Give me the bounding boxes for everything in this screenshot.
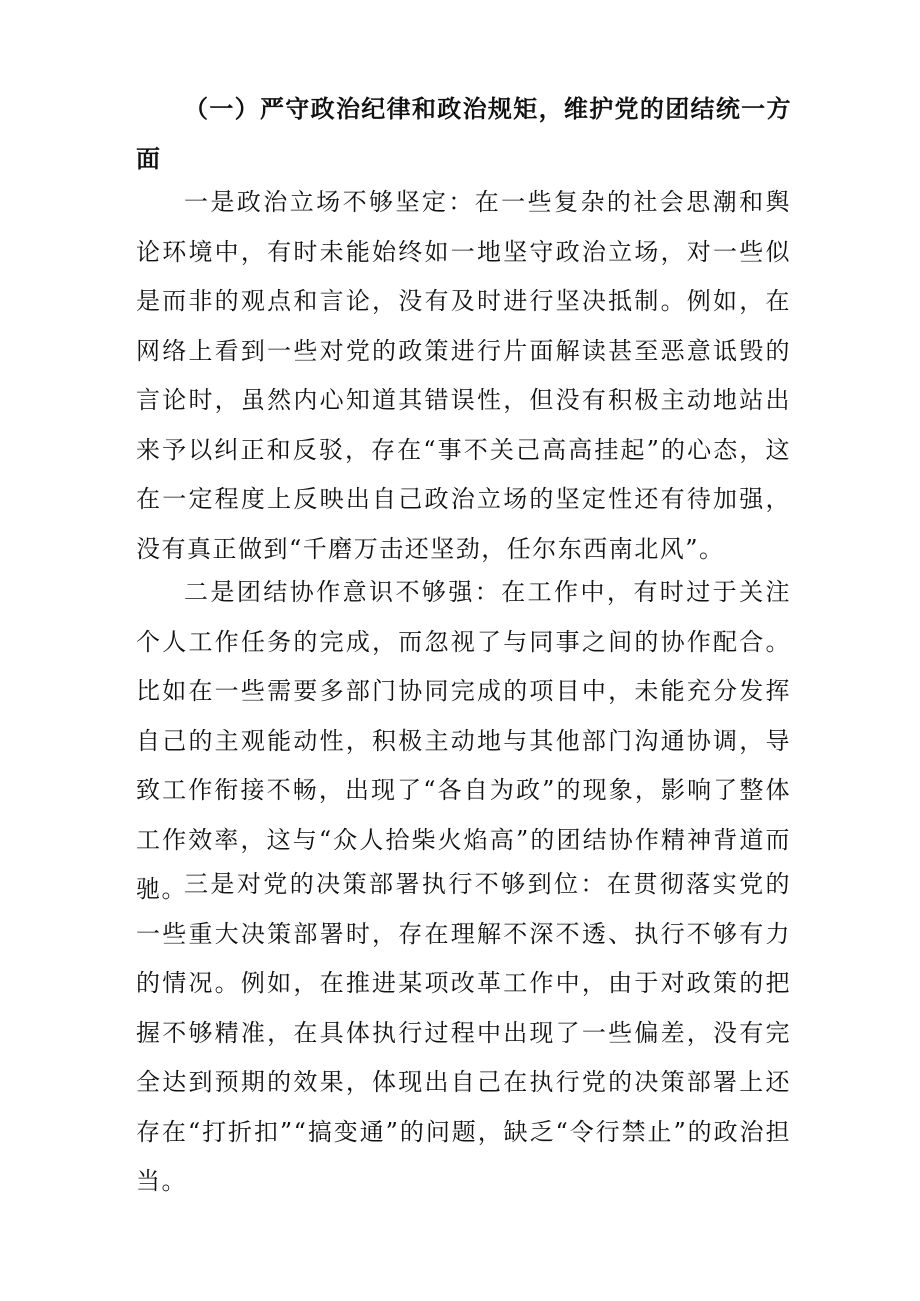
- paragraph-political-stance: 一是政治立场不够坚定：在一些复杂的社会思潮和舆论环境中，有时未能始终如一地坚守政治立场，对一些似是而非的观点和言论，没有及时进行坚决抵制。例如，在网络上看到一些对党的政策进行片面解读甚至恶意诋毁的言论时，虽然内心知道其错误性，但没有积极主动地站出来予以纠正和反驳，存在“事不关己高高挂起”的心态，这在一定程度上反映出自己政治立场的坚定性还有待加强，没有真正做到“千磨万击还坚劲，任尔东西南北风”。: [136, 188, 791, 563]
- paragraph-policy-execution: 三是对党的决策部署执行不够到位：在贯彻落实党的一些重大决策部署时，存在理解不深不透、执行不够有力的情况。例如，在推进某项改革工作中，由于对政策的把握不够精准，在具体执行过程中出现了一些偏差，没有完全达到预期的效果，体现出自己在执行党的决策部署上还存在“打折扣”“搞变通”的问题，缺乏“令行禁止”的政治担当。: [136, 870, 791, 1195]
- paragraph-teamwork: 二是团结协作意识不够强：在工作中，有时过于关注个人工作任务的完成，而忽视了与同事之间的协作配合。比如在一些需要多部门协同完成的项目中，未能充分发挥自己的主观能动性，积极主动地与其他部门沟通协调，导致工作衔接不畅，出现了“各自为政”的现象，影响了整体工作效率，这与“众人拾柴火焰高”的团结协作精神背道而驰。: [136, 578, 791, 903]
- section-heading: （一）严守政治纪律和政治规矩，维护党的团结统一方面: [136, 94, 791, 173]
